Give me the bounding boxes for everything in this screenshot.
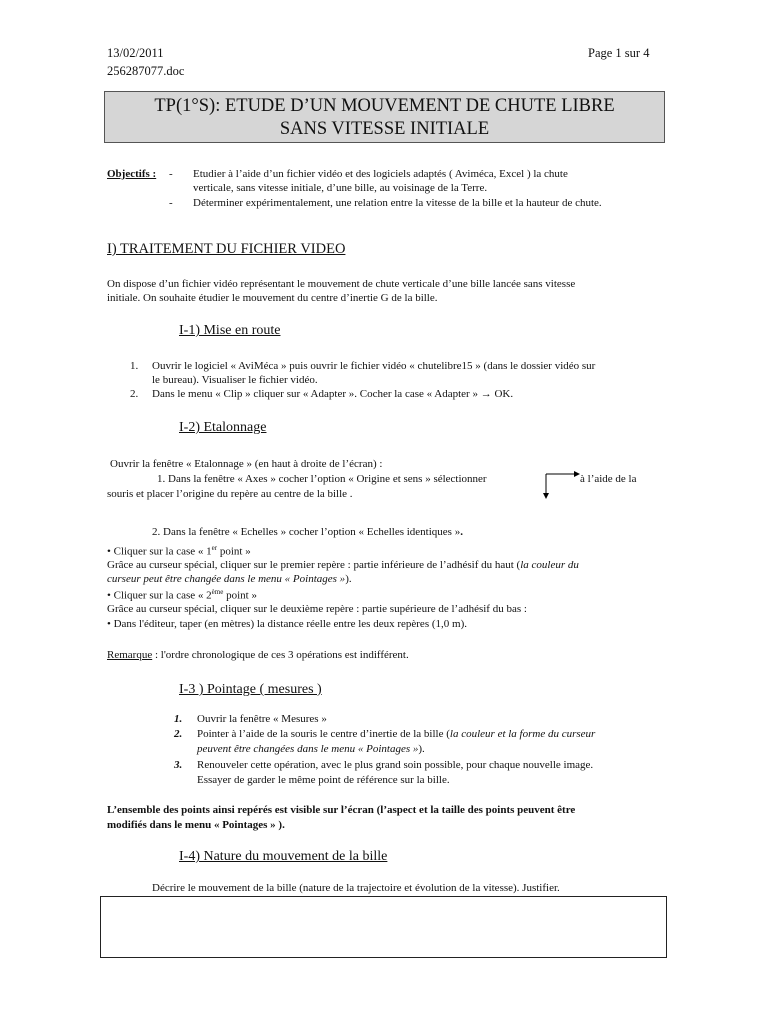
remark-text: : l'ordre chronologique de ces 3 opérations est indifférent. [152,649,409,661]
title-line-2: SANS VITESSE INITIALE [279,119,490,139]
subsection-3-heading: I-3 ) Pointage ( mesures ) [179,682,322,697]
calibration-line-9: Grâce au curseur spécial, cliquer sur le deuxième repère : partie supérieure de l’adhésif du bas : [107,603,527,615]
objectives-label: Objectifs : [107,168,157,180]
header-page-number: Page 1 sur 4 [588,46,650,60]
calibration-line-7-end: ). [345,573,352,585]
step-1-line-1: Ouvrir le logiciel « AviMéca » puis ouvrir le fichier vidéo « chutelibre15 » (dans le dossier vidéo sur [152,360,596,372]
calibration-line-10: • Dans l'éditeur, taper (en mètres) la distance réelle entre les deux repères (1,0 m). [107,618,467,630]
calibration-line-4-dot: . [460,526,463,538]
calibration-line-2a: 1. Dans la fenêtre « Axes » cocher l’option « Origine et sens » sélectionner [157,473,487,485]
measure-item-2-line-1 [197,728,595,740]
section-1-intro-line-2: initiale. On souhaite étudier le mouvement du centre d’inertie G de la bille. [107,292,438,304]
objective-dash-2: - [169,197,173,209]
measure-number-3: 3. [174,759,183,771]
bullet-second-point-sup: ème [211,588,224,596]
measure-item-3-line-2: Essayer de garder le même point de référence sur la bille. [197,774,450,786]
header-date: 13/02/2011 [107,46,164,60]
header-filename: 256287077.doc [107,64,185,78]
bullet-first-point-sup: er [211,544,218,552]
calibration-line-4-text: 2. Dans la fenêtre « Echelles » cocher l’option « Echelles identiques » [152,526,461,538]
step-2: Dans le menu « Clip » cliquer sur « Adapter ». Cocher la case « Adapter » → OK. [152,388,514,400]
bullet-first-point-text: • Cliquer sur la case « 1 [107,545,212,558]
remark-label: Remarque [107,649,153,661]
bullet-first-point [107,544,251,558]
step-number-1: 1. [130,360,139,372]
measure-item-2-italic-2: peuvent être changées dans le menu « Pointages » [197,743,419,755]
title-line-1: TP(1°S): ETUDE D’UN MOUVEMENT DE CHUTE LIBRE [154,96,615,116]
measure-item-2-line-2 [197,743,425,755]
step-number-2: 2. [130,388,139,400]
section-1-heading: I) TRAITEMENT DU FICHIER VIDEO [107,241,346,257]
answer-box[interactable] [100,896,667,958]
measure-number-1: 1. [174,713,183,725]
calibration-line-7-italic: curseur peut être changée dans le menu « Pointages » [107,573,346,585]
measure-item-1: Ouvrir la fenêtre « Mesures » [197,713,327,725]
measure-number-2: 2. [174,728,183,740]
subsection-2-heading: I-2) Etalonnage [179,420,267,435]
bullet-second-point [107,588,257,602]
measure-item-2-italic-1: la couleur et la forme du curseur [449,728,596,740]
step-1-line-2: le bureau). Visualiser le fichier vidéo. [152,374,318,386]
calibration-line-4 [152,526,463,538]
objective-dash-1: - [169,168,173,180]
subsection-4-heading: I-4) Nature du mouvement de la bille [179,849,388,864]
measure-item-3-line-1: Renouveler cette opération, avec le plus grand soin possible, pour chaque nouvelle image. [197,759,594,771]
calibration-line-1: Ouvrir la fenêtre « Etalonnage » (en haut à droite de l’écran) : [110,458,383,470]
remark [107,649,409,661]
objective-2: Déterminer expérimentalement, une relation entre la vitesse de la bille et la hauteur de chute. [193,197,602,209]
section-1-intro-line-1: On dispose d’un fichier vidéo représentant le mouvement de chute verticale d’une bille lancée sans vitesse [107,278,576,290]
measure-item-2-end: ). [418,743,425,755]
calibration-line-6-italic: la couleur du [520,559,579,571]
measure-item-2-text: Pointer à l’aide de la souris le centre d’inertie de la bille ( [197,728,450,740]
calibration-line-2b: à l’aide de la [580,473,637,485]
calibration-line-6 [107,559,579,571]
points-note-line-2: modifiés dans le menu « Pointages » ). [107,819,285,831]
bullet-second-point-text: • Cliquer sur la case « 2 [107,589,212,602]
calibration-line-3: souris et placer l’origine du repère au centre de la bille . [107,488,353,500]
bullet-second-point-end: point » [226,589,257,602]
bullet-first-point-end: point » [219,545,251,558]
subsection-1-heading: I-1) Mise en route [179,323,281,338]
calibration-line-6-text: Grâce au curseur spécial, cliquer sur le premier repère : partie inférieure de l’adhésif du haut ( [107,559,521,571]
axes-icon [538,462,580,500]
title-box [104,91,665,143]
motion-instruction: Décrire le mouvement de la bille (nature de la trajectoire et évolution de la vitesse). Justifier. [152,882,560,894]
points-note-line-1: L’ensemble des points ainsi repérés est visible sur l’écran (l’aspect et la taille des points peuvent être [107,804,576,816]
calibration-line-7 [107,573,352,585]
objective-1-line-1: Etudier à l’aide d’un fichier vidéo et des logiciels adaptés ( Aviméca, Excel ) la chute [193,168,568,180]
objective-1-line-2: verticale, sans vitesse initiale, d’une bille, au voisinage de la Terre. [193,182,488,194]
